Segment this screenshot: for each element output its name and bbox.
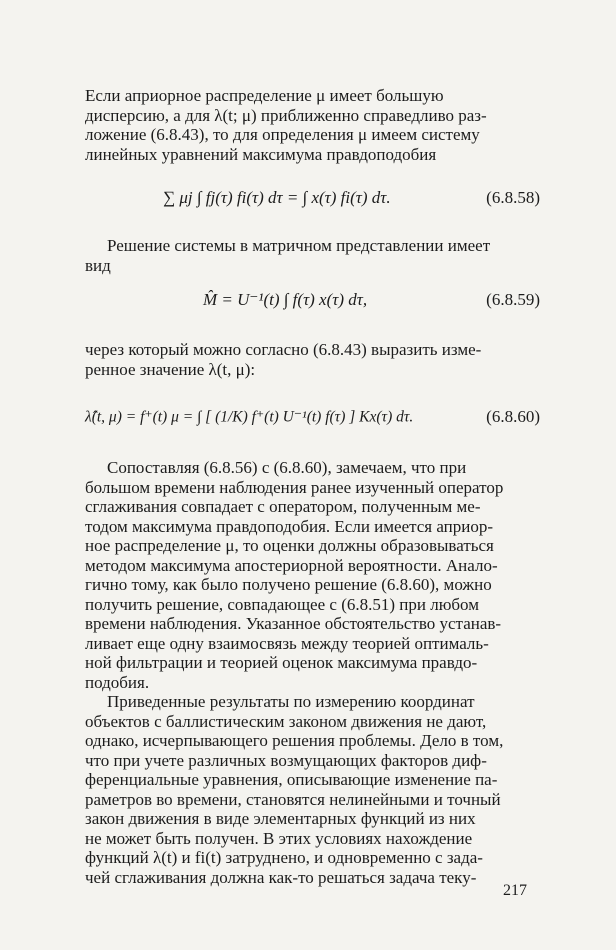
text-line: чей сглаживания должна как-то решаться задача теку-: [85, 867, 477, 887]
text-line: методом максимума апостериорной вероятности. Анало-: [85, 555, 498, 575]
paragraph-3: [85, 340, 540, 379]
equation-number: (6.8.59): [486, 290, 540, 309]
text-line: раметров во времени, становятся нелинейными и точный: [85, 789, 501, 809]
text-line: ное распределение μ, то оценки должны образовываться: [85, 536, 494, 555]
text-line: Решение системы в матричном представлении имеет: [107, 236, 491, 255]
text-line: Сопоставляя (6.8.56) с (6.8.60), замечаем, что при: [107, 458, 467, 477]
text-line: большом времени наблюдения ранее изученный оператор: [85, 477, 504, 497]
text-line: объектов с баллистическим законом движения не дают,: [85, 711, 487, 731]
equation-6-8-58: [85, 168, 540, 228]
equation-6-8-60: [85, 386, 540, 448]
text-line: Если априорное распределение μ имеет большую: [85, 86, 444, 105]
text-line: через который можно согласно (6.8.43) выразить изме-: [85, 340, 482, 359]
text-line: ливает еще одну взаимосвязь между теорией оптималь-: [85, 633, 489, 653]
text-line: тодом максимума правдоподобия. Если имеется априор-: [85, 516, 494, 536]
text-line: Приведенные результаты по измерению координат: [107, 692, 475, 711]
paragraph-1: [85, 86, 540, 164]
text-line: дисперсию, а для λ(t; μ) приближенно справедливо раз-: [85, 105, 487, 125]
equation-6-8-59: [85, 272, 540, 328]
paragraph-2: [85, 236, 540, 275]
text-line: вид: [85, 255, 111, 275]
text-line: не может быть получен. В этих условиях нахождение: [85, 828, 473, 848]
text-line: подобия.: [85, 672, 150, 692]
text-line: закон движения в виде элементарных функций из них: [85, 809, 476, 828]
text-line: ложение (6.8.43), то для определения μ имеем систему: [85, 125, 480, 144]
text-line: времени наблюдения. Указанное обстоятельство устанав-: [85, 614, 502, 633]
text-line: функций λ(t) и fi(t) затруднено, и одновременно с зада-: [85, 848, 483, 867]
text-line: сглаживания совпадает с оператором, полученным ме-: [85, 497, 481, 516]
paragraph-4: [85, 458, 540, 692]
equation-number: (6.8.58): [486, 188, 540, 207]
equation-formula: λ̂(t, μ) = f⁺(t) μ = ∫ [ (1/K) f⁺(t) U⁻¹(t) f(τ) ] Kx(τ) dτ.: [85, 408, 414, 426]
text-line: получить решение, совпадающее с (6.8.51) при любом: [85, 594, 479, 614]
text-line: однако, исчерпывающего решения проблемы. Дело в том,: [85, 731, 504, 750]
equation-formula: ∑ μj ∫ fj(τ) fi(τ) dτ = ∫ x(τ) fi(τ) dτ.: [163, 188, 391, 207]
paragraph-5: [85, 692, 540, 887]
equation-number: (6.8.60): [486, 407, 540, 426]
text-line: ной фильтрации и теорией оценок максимума правдо-: [85, 653, 478, 672]
text-line: ренное значение λ(t, μ):: [85, 359, 256, 379]
text-line: что при учете различных возмущающих факторов диф-: [85, 750, 487, 770]
text-line: линейных уравнений максимума правдоподобия: [85, 144, 437, 164]
page-number: 217: [503, 882, 527, 899]
text-line: гично тому, как было получено решение (6.8.60), можно: [85, 575, 492, 594]
text-line: ференциальные уравнения, описывающие изменение па-: [85, 770, 498, 789]
equation-formula: M̂ = U⁻¹(t) ∫ f(τ) x(τ) dτ,: [203, 290, 368, 309]
